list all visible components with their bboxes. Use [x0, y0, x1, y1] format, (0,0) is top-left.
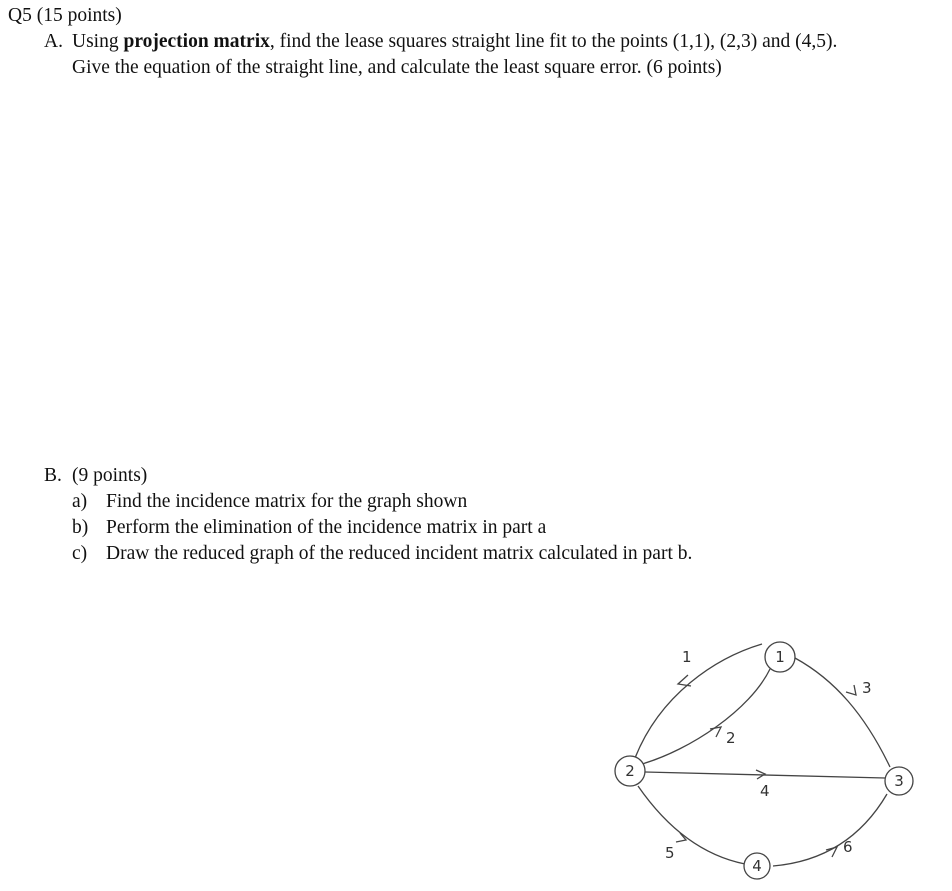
- edge-4: [645, 772, 885, 778]
- part-a-text-after: , find the lease squares straight line fit to the points (1,1), (2,3) and (4,5).: [269, 31, 838, 52]
- part-b-item-b: [72, 516, 546, 540]
- edge-2-arrowhead: [710, 727, 721, 737]
- part-b-title: (9 points): [72, 465, 148, 486]
- edge-5-label: 5: [665, 844, 675, 862]
- part-b-item-b-marker: b): [72, 517, 89, 538]
- edge-1: [635, 644, 762, 758]
- directed-graph: [590, 600, 930, 891]
- part-b-item-a: [72, 490, 467, 514]
- edge-2: [642, 669, 770, 764]
- part-a-line-1: [44, 30, 837, 54]
- part-b-item-c: [72, 542, 692, 566]
- question-header: Q5 (15 points): [8, 5, 122, 26]
- edge-4-label: 4: [760, 782, 770, 800]
- edge-3-arrowhead: [846, 685, 856, 695]
- edge-5-arrowhead: [676, 833, 686, 842]
- edge-6-label: 6: [843, 838, 853, 856]
- part-b-item-b-text: Perform the elimination of the incidence matrix in part a: [106, 517, 547, 538]
- part-b-heading: [44, 464, 147, 488]
- node-3-label: 3: [894, 772, 904, 790]
- part-b-item-c-text: Draw the reduced graph of the reduced incident matrix calculated in part b.: [106, 543, 693, 564]
- edge-1-label: 1: [682, 648, 692, 666]
- edge-3-label: 3: [862, 679, 872, 697]
- part-b-item-a-text: Find the incidence matrix for the graph shown: [106, 491, 468, 512]
- part-a-text-before: Using: [72, 31, 124, 52]
- part-b-item-a-marker: a): [72, 491, 88, 512]
- part-a-line-2: Give the equation of the straight line, and calculate the least square error. (6 points): [72, 57, 722, 78]
- edge-6: [773, 794, 887, 866]
- part-b-marker: B.: [44, 465, 62, 486]
- node-4-label: 4: [752, 857, 762, 875]
- edge-2-label: 2: [726, 729, 736, 747]
- edge-3: [795, 658, 890, 767]
- part-a-marker: A.: [44, 31, 63, 52]
- edge-5: [638, 786, 745, 864]
- node-2-label: 2: [625, 762, 635, 780]
- node-1-label: 1: [775, 648, 785, 666]
- part-b-item-c-marker: c): [72, 543, 88, 564]
- part-a-bold-term: projection matrix: [123, 31, 270, 52]
